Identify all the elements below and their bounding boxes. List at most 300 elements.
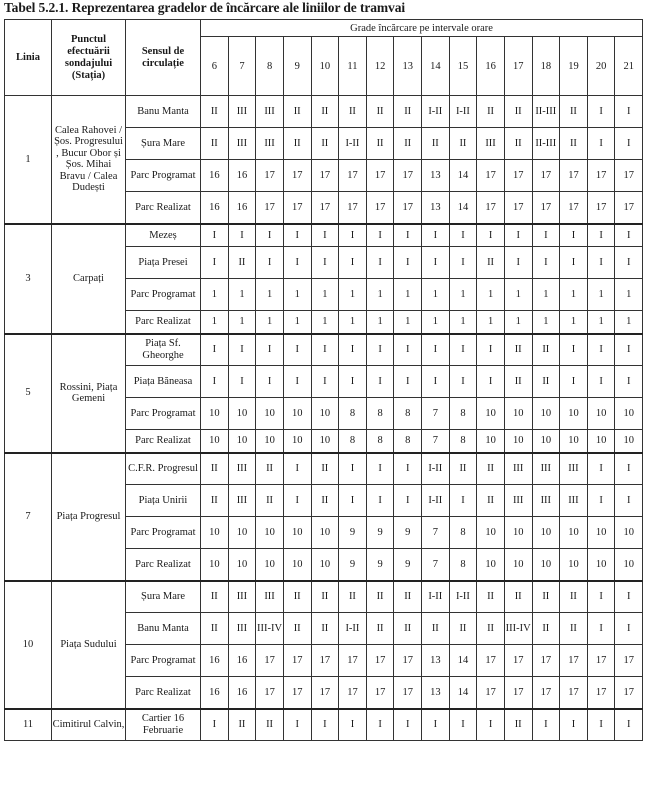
- load-value-cell: I: [228, 224, 256, 247]
- load-value-cell: III: [228, 613, 256, 645]
- load-value-cell: 1: [311, 279, 339, 311]
- load-value-cell: 17: [560, 677, 588, 709]
- load-value-cell: I: [504, 224, 532, 247]
- load-value-cell: 10: [532, 517, 560, 549]
- load-value-cell: II: [394, 581, 422, 613]
- load-value-cell: I: [587, 128, 615, 160]
- load-value-cell: 7: [422, 517, 450, 549]
- load-value-cell: I: [587, 453, 615, 485]
- load-value-cell: I: [366, 366, 394, 398]
- direction-cell: Parc Programat: [126, 160, 201, 192]
- load-value-cell: II: [201, 613, 229, 645]
- load-value-cell: 17: [532, 645, 560, 677]
- load-value-cell: 10: [256, 398, 284, 430]
- load-value-cell: 17: [477, 677, 505, 709]
- load-value-cell: 10: [477, 430, 505, 453]
- load-value-cell: I: [615, 453, 643, 485]
- load-value-cell: 17: [394, 160, 422, 192]
- load-value-cell: I: [366, 334, 394, 366]
- load-value-cell: II: [394, 96, 422, 128]
- load-value-cell: I: [394, 485, 422, 517]
- load-value-cell: I: [311, 366, 339, 398]
- load-value-cell: II: [228, 709, 256, 741]
- load-value-cell: 14: [449, 192, 477, 224]
- load-value-cell: 10: [228, 430, 256, 453]
- load-value-cell: III: [228, 485, 256, 517]
- load-value-cell: 1: [283, 311, 311, 334]
- load-value-cell: I: [366, 453, 394, 485]
- direction-cell: Parc Realizat: [126, 549, 201, 581]
- load-value-cell: I: [532, 709, 560, 741]
- load-value-cell: 17: [283, 677, 311, 709]
- table-title: Tabel 5.2.1. Reprezentarea gradelor de încărcare ale liniilor de tramvai: [4, 0, 405, 15]
- direction-cell: Piața Sf. Gheorghe: [126, 334, 201, 366]
- load-value-cell: 10: [615, 430, 643, 453]
- load-value-cell: 10: [615, 517, 643, 549]
- load-value-cell: 1: [504, 279, 532, 311]
- load-value-cell: 17: [560, 192, 588, 224]
- load-value-cell: I: [477, 224, 505, 247]
- load-value-cell: I-II: [339, 128, 367, 160]
- load-value-cell: 10: [256, 517, 284, 549]
- load-value-cell: 17: [366, 160, 394, 192]
- load-value-cell: II: [366, 613, 394, 645]
- load-value-cell: 1: [228, 279, 256, 311]
- load-value-cell: 17: [366, 677, 394, 709]
- load-value-cell: 7: [422, 398, 450, 430]
- load-value-cell: II: [228, 247, 256, 279]
- load-value-cell: I: [587, 247, 615, 279]
- load-value-cell: 17: [477, 645, 505, 677]
- load-value-cell: 17: [532, 677, 560, 709]
- load-value-cell: II: [339, 96, 367, 128]
- survey-point: Piața Sudului: [52, 581, 126, 709]
- load-value-cell: 10: [201, 517, 229, 549]
- load-value-cell: I: [311, 334, 339, 366]
- table-row: [5, 453, 643, 485]
- load-value-cell: 8: [394, 430, 422, 453]
- direction-cell: Șura Mare: [126, 128, 201, 160]
- survey-point: Cimitirul Calvin,: [52, 709, 126, 741]
- load-value-cell: I: [477, 334, 505, 366]
- header-hour: 14: [422, 37, 450, 96]
- load-value-cell: 1: [366, 311, 394, 334]
- load-value-cell: I: [615, 485, 643, 517]
- load-value-cell: 17: [339, 160, 367, 192]
- load-value-cell: I: [422, 247, 450, 279]
- load-value-cell: I: [366, 709, 394, 741]
- load-value-cell: I: [394, 366, 422, 398]
- header-hour: 7: [228, 37, 256, 96]
- load-value-cell: II: [449, 128, 477, 160]
- header-intervals: Grade încărcare pe intervale orare: [201, 20, 643, 37]
- load-value-cell: I: [615, 334, 643, 366]
- load-value-cell: I: [587, 613, 615, 645]
- load-value-cell: 16: [201, 677, 229, 709]
- load-value-cell: II: [504, 366, 532, 398]
- load-value-cell: 1: [394, 279, 422, 311]
- load-value-cell: I: [201, 366, 229, 398]
- load-value-cell: 8: [449, 517, 477, 549]
- load-value-cell: I: [615, 581, 643, 613]
- load-value-cell: I: [532, 247, 560, 279]
- load-value-cell: 1: [615, 311, 643, 334]
- load-value-cell: III: [560, 485, 588, 517]
- header-linia: Linia: [5, 20, 52, 96]
- load-value-cell: III: [228, 128, 256, 160]
- header-hour: 16: [477, 37, 505, 96]
- load-value-cell: III-IV: [504, 613, 532, 645]
- load-value-cell: 17: [532, 192, 560, 224]
- load-value-cell: I: [449, 709, 477, 741]
- load-value-cell: 17: [477, 160, 505, 192]
- load-value-cell: II-III: [532, 128, 560, 160]
- load-value-cell: 10: [311, 398, 339, 430]
- load-value-cell: 13: [422, 677, 450, 709]
- survey-point: Piața Progresul: [52, 453, 126, 581]
- load-value-cell: I: [256, 366, 284, 398]
- load-value-cell: I: [256, 247, 284, 279]
- load-value-cell: 10: [615, 398, 643, 430]
- load-value-cell: I-II: [449, 581, 477, 613]
- load-value-cell: II: [560, 96, 588, 128]
- load-value-cell: I: [615, 613, 643, 645]
- load-value-cell: 1: [477, 279, 505, 311]
- load-value-cell: 17: [615, 677, 643, 709]
- load-value-cell: I: [449, 247, 477, 279]
- table-row: [5, 334, 643, 366]
- load-value-cell: I: [422, 709, 450, 741]
- load-value-cell: 17: [366, 192, 394, 224]
- load-value-cell: II: [477, 453, 505, 485]
- load-value-cell: 1: [311, 311, 339, 334]
- load-value-cell: 1: [560, 279, 588, 311]
- load-value-cell: I: [283, 709, 311, 741]
- line-number: 7: [5, 453, 52, 581]
- header-hour: 6: [201, 37, 229, 96]
- load-value-cell: 10: [560, 430, 588, 453]
- load-value-cell: I: [422, 334, 450, 366]
- load-value-cell: I: [366, 485, 394, 517]
- load-value-cell: I: [339, 709, 367, 741]
- load-value-cell: III: [256, 581, 284, 613]
- direction-cell: Parc Realizat: [126, 430, 201, 453]
- load-value-cell: 17: [532, 160, 560, 192]
- direction-cell: Banu Manta: [126, 96, 201, 128]
- header-hour: 9: [283, 37, 311, 96]
- load-value-cell: 17: [504, 677, 532, 709]
- load-value-cell: I: [560, 247, 588, 279]
- direction-cell: Mezeș: [126, 224, 201, 247]
- table-row: [5, 224, 643, 247]
- load-value-cell: 9: [394, 549, 422, 581]
- load-value-cell: 1: [422, 279, 450, 311]
- load-value-cell: I: [311, 224, 339, 247]
- load-value-cell: 10: [615, 549, 643, 581]
- load-value-cell: 17: [615, 192, 643, 224]
- load-value-cell: 1: [449, 311, 477, 334]
- load-value-cell: II: [449, 453, 477, 485]
- load-value-cell: 16: [201, 645, 229, 677]
- load-value-cell: I: [560, 334, 588, 366]
- header-hour: 13: [394, 37, 422, 96]
- load-value-cell: II: [560, 581, 588, 613]
- load-value-cell: I: [615, 128, 643, 160]
- direction-cell: Parc Programat: [126, 645, 201, 677]
- load-value-cell: 8: [449, 549, 477, 581]
- load-value-cell: 10: [311, 517, 339, 549]
- load-value-cell: 1: [532, 279, 560, 311]
- load-value-cell: 10: [201, 430, 229, 453]
- load-value-cell: 1: [339, 279, 367, 311]
- load-value-cell: II: [256, 453, 284, 485]
- load-value-cell: I: [394, 334, 422, 366]
- load-value-cell: I: [394, 709, 422, 741]
- load-value-cell: 10: [201, 549, 229, 581]
- load-value-cell: 10: [283, 517, 311, 549]
- load-value-cell: II: [560, 613, 588, 645]
- load-value-cell: I: [587, 485, 615, 517]
- tram-load-table: [4, 19, 643, 741]
- direction-cell: Banu Manta: [126, 613, 201, 645]
- load-value-cell: II: [201, 485, 229, 517]
- load-value-cell: I: [339, 334, 367, 366]
- load-value-cell: I: [449, 224, 477, 247]
- load-value-cell: II: [311, 453, 339, 485]
- load-value-cell: II: [283, 613, 311, 645]
- load-value-cell: 10: [587, 398, 615, 430]
- load-value-cell: 8: [339, 398, 367, 430]
- load-value-cell: II: [477, 613, 505, 645]
- load-value-cell: 16: [228, 677, 256, 709]
- load-value-cell: 16: [201, 192, 229, 224]
- load-value-cell: II: [311, 96, 339, 128]
- load-value-cell: 17: [394, 677, 422, 709]
- load-value-cell: 9: [394, 517, 422, 549]
- direction-cell: Piața Băneasa: [126, 366, 201, 398]
- load-value-cell: 8: [449, 430, 477, 453]
- direction-cell: C.F.R. Progresul: [126, 453, 201, 485]
- load-value-cell: III: [560, 453, 588, 485]
- direction-cell: Piața Presei: [126, 247, 201, 279]
- load-value-cell: II: [422, 128, 450, 160]
- load-value-cell: 1: [339, 311, 367, 334]
- load-value-cell: II: [283, 128, 311, 160]
- load-value-cell: 17: [311, 160, 339, 192]
- load-value-cell: 17: [587, 192, 615, 224]
- load-value-cell: II: [201, 96, 229, 128]
- load-value-cell: 17: [615, 645, 643, 677]
- load-value-cell: 1: [256, 279, 284, 311]
- load-value-cell: II: [311, 128, 339, 160]
- load-value-cell: III: [532, 453, 560, 485]
- load-value-cell: 17: [283, 645, 311, 677]
- load-value-cell: 17: [311, 645, 339, 677]
- direction-cell: Piața Unirii: [126, 485, 201, 517]
- load-value-cell: 10: [201, 398, 229, 430]
- load-value-cell: 10: [560, 398, 588, 430]
- load-value-cell: 10: [504, 517, 532, 549]
- load-value-cell: II: [366, 128, 394, 160]
- load-value-cell: 1: [560, 311, 588, 334]
- load-value-cell: 10: [256, 430, 284, 453]
- load-value-cell: I: [394, 247, 422, 279]
- direction-cell: Parc Programat: [126, 517, 201, 549]
- load-value-cell: II: [532, 613, 560, 645]
- load-value-cell: 10: [477, 517, 505, 549]
- survey-point: Calea Rahovei / Șos. Progresului , Bucur Obor și Șos. Mihai Bravu / Calea Dudești: [52, 96, 126, 224]
- load-value-cell: I: [560, 366, 588, 398]
- load-value-cell: I: [532, 224, 560, 247]
- load-value-cell: I: [504, 247, 532, 279]
- load-value-cell: I: [587, 96, 615, 128]
- line-number: 5: [5, 334, 52, 453]
- header-hour: 15: [449, 37, 477, 96]
- load-value-cell: 10: [587, 430, 615, 453]
- load-value-cell: 1: [283, 279, 311, 311]
- load-value-cell: II: [339, 581, 367, 613]
- load-value-cell: 10: [504, 549, 532, 581]
- load-value-cell: II: [394, 128, 422, 160]
- load-value-cell: 10: [587, 549, 615, 581]
- load-value-cell: 17: [394, 645, 422, 677]
- load-value-cell: I: [366, 247, 394, 279]
- load-value-cell: 1: [201, 311, 229, 334]
- load-value-cell: III: [228, 453, 256, 485]
- load-value-cell: 1: [201, 279, 229, 311]
- load-value-cell: 7: [422, 430, 450, 453]
- load-value-cell: I: [201, 224, 229, 247]
- load-value-cell: I: [394, 224, 422, 247]
- load-value-cell: II: [532, 366, 560, 398]
- load-value-cell: 1: [477, 311, 505, 334]
- load-value-cell: 1: [449, 279, 477, 311]
- load-value-cell: 17: [283, 160, 311, 192]
- load-value-cell: 1: [587, 279, 615, 311]
- header-hour: 8: [256, 37, 284, 96]
- load-value-cell: II: [422, 613, 450, 645]
- load-value-cell: II: [477, 247, 505, 279]
- load-value-cell: 10: [228, 549, 256, 581]
- load-value-cell: 17: [256, 192, 284, 224]
- load-value-cell: 16: [201, 160, 229, 192]
- header-hour: 17: [504, 37, 532, 96]
- load-value-cell: III: [256, 128, 284, 160]
- load-value-cell: I-II: [422, 485, 450, 517]
- load-value-cell: I: [587, 581, 615, 613]
- header-punct: Punctul efectuării sondajului (Stația): [52, 20, 126, 96]
- load-value-cell: I: [228, 366, 256, 398]
- load-value-cell: I: [449, 366, 477, 398]
- load-value-cell: II: [201, 453, 229, 485]
- load-value-cell: 10: [477, 549, 505, 581]
- load-value-cell: 17: [366, 645, 394, 677]
- load-value-cell: 9: [366, 549, 394, 581]
- load-value-cell: 1: [587, 311, 615, 334]
- direction-cell: Parc Programat: [126, 398, 201, 430]
- load-value-cell: I: [201, 247, 229, 279]
- load-value-cell: 17: [339, 645, 367, 677]
- load-value-cell: I-II: [449, 96, 477, 128]
- load-value-cell: I: [587, 224, 615, 247]
- load-value-cell: 10: [256, 549, 284, 581]
- load-value-cell: I: [311, 709, 339, 741]
- load-value-cell: I: [366, 224, 394, 247]
- load-value-cell: I: [339, 485, 367, 517]
- load-value-cell: I: [256, 334, 284, 366]
- load-value-cell: 1: [256, 311, 284, 334]
- table-row: [5, 96, 643, 128]
- load-value-cell: 17: [311, 192, 339, 224]
- load-value-cell: I: [339, 224, 367, 247]
- load-value-cell: 10: [283, 430, 311, 453]
- load-value-cell: I: [449, 334, 477, 366]
- load-value-cell: 10: [228, 398, 256, 430]
- load-value-cell: II: [256, 485, 284, 517]
- direction-cell: Șura Mare: [126, 581, 201, 613]
- load-value-cell: 9: [339, 517, 367, 549]
- header-hour: 19: [560, 37, 588, 96]
- load-value-cell: 10: [283, 398, 311, 430]
- load-value-cell: 10: [311, 549, 339, 581]
- load-value-cell: III: [504, 485, 532, 517]
- load-value-cell: III: [228, 96, 256, 128]
- load-value-cell: I-II: [339, 613, 367, 645]
- load-value-cell: 17: [256, 677, 284, 709]
- load-value-cell: I: [587, 709, 615, 741]
- load-value-cell: I: [422, 366, 450, 398]
- load-value-cell: II: [504, 334, 532, 366]
- load-value-cell: III: [228, 581, 256, 613]
- direction-cell: Parc Programat: [126, 279, 201, 311]
- load-value-cell: III: [477, 128, 505, 160]
- load-value-cell: I: [449, 485, 477, 517]
- load-value-cell: 17: [311, 677, 339, 709]
- load-value-cell: I: [477, 709, 505, 741]
- load-value-cell: 16: [228, 192, 256, 224]
- load-value-cell: I: [339, 366, 367, 398]
- load-value-cell: 17: [560, 160, 588, 192]
- load-value-cell: 7: [422, 549, 450, 581]
- load-value-cell: III: [504, 453, 532, 485]
- load-value-cell: 17: [256, 160, 284, 192]
- load-value-cell: I: [587, 366, 615, 398]
- load-value-cell: 17: [339, 677, 367, 709]
- load-value-cell: III-IV: [256, 613, 284, 645]
- load-value-cell: II: [283, 581, 311, 613]
- load-value-cell: II: [504, 96, 532, 128]
- load-value-cell: 10: [560, 517, 588, 549]
- load-value-cell: II: [504, 709, 532, 741]
- line-number: 1: [5, 96, 52, 224]
- load-value-cell: 17: [283, 192, 311, 224]
- load-value-cell: 1: [615, 279, 643, 311]
- load-value-cell: 14: [449, 645, 477, 677]
- load-value-cell: I: [283, 453, 311, 485]
- load-value-cell: I: [560, 709, 588, 741]
- load-value-cell: 10: [283, 549, 311, 581]
- load-value-cell: II: [283, 96, 311, 128]
- load-value-cell: II-III: [532, 96, 560, 128]
- load-value-cell: II: [201, 581, 229, 613]
- load-value-cell: 1: [532, 311, 560, 334]
- load-value-cell: 10: [532, 549, 560, 581]
- load-value-cell: 17: [504, 192, 532, 224]
- load-value-cell: 16: [228, 160, 256, 192]
- load-value-cell: II: [311, 613, 339, 645]
- load-value-cell: II: [394, 613, 422, 645]
- header-hour: 18: [532, 37, 560, 96]
